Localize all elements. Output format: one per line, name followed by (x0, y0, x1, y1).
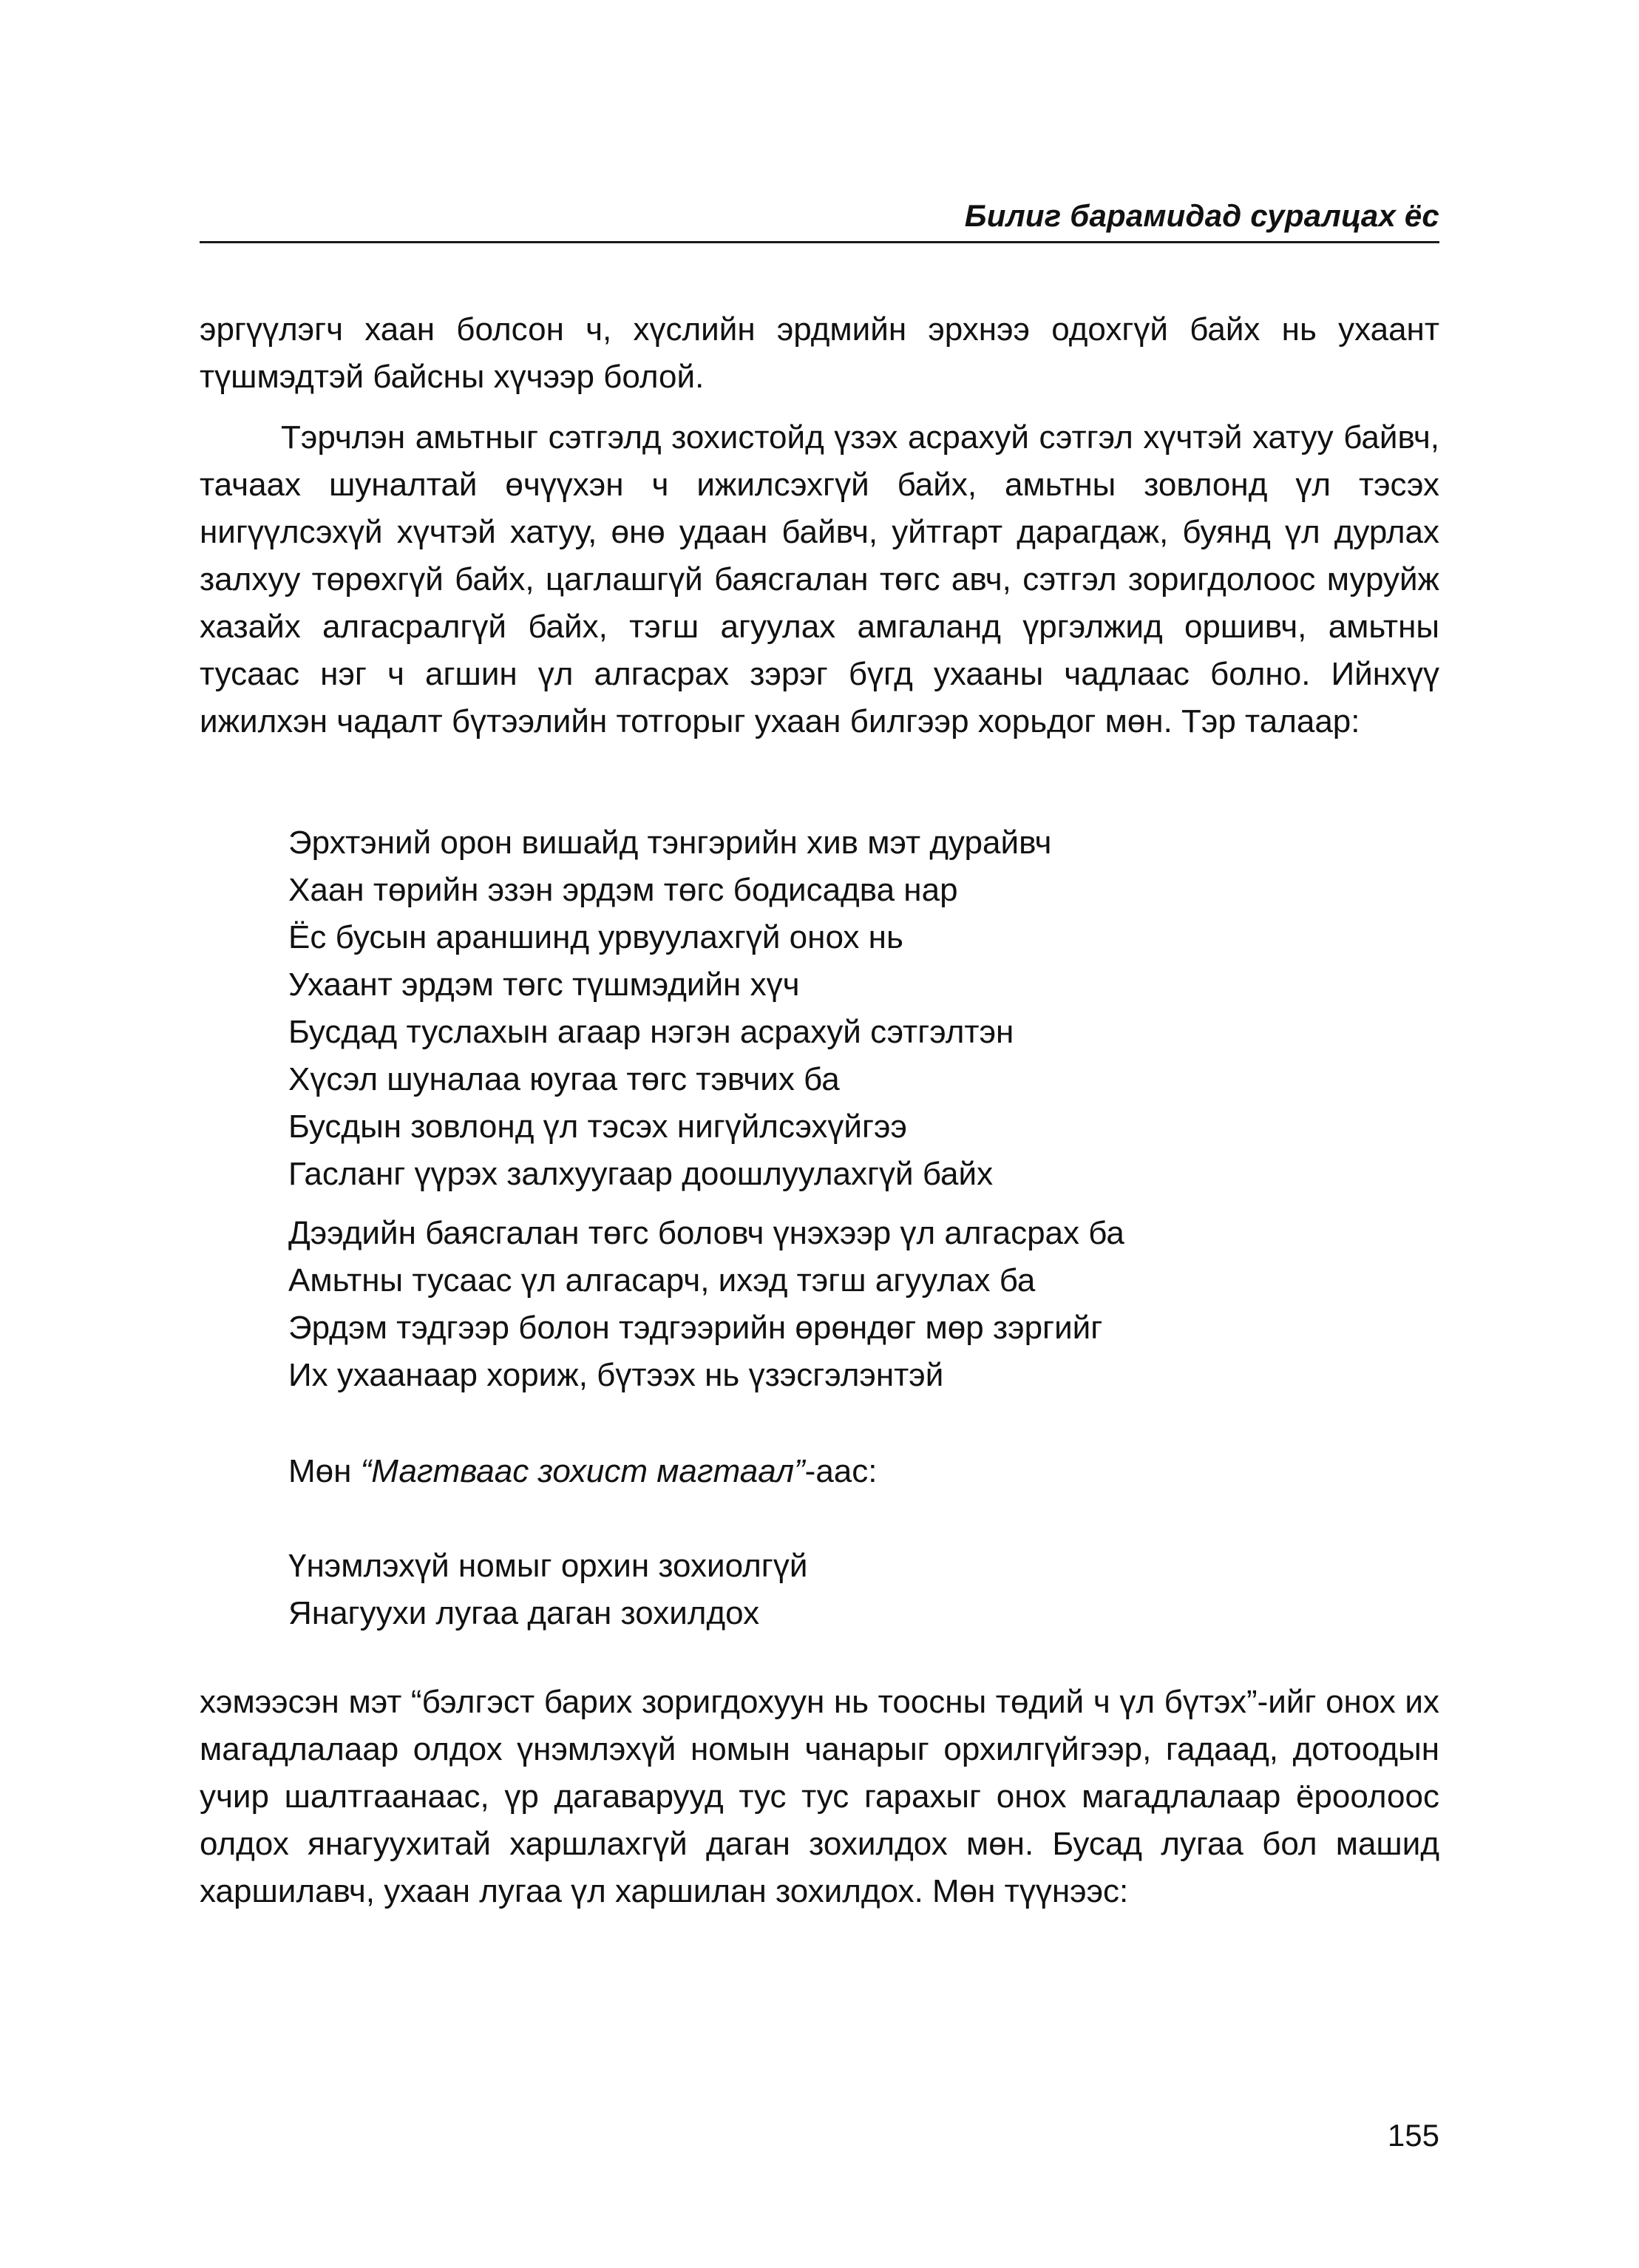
quote-intro (288, 1448, 1397, 1495)
verse-line: Их ухаанаар хориж, бүтээх нь үзэсгэлэнтэй (288, 1357, 944, 1393)
verse-block-1 (288, 819, 1397, 1198)
header-rule (200, 241, 1439, 243)
verse-line: Үнэмлэхүй номыг орхин зохиолгүй (288, 1548, 808, 1584)
paragraph-continuation: эргүүлэгч хаан болсон ч, хүслийн эрдмийн эрхнээ одохгүй байх нь ухаант түшмэдтэй байсны хүчээр болой. (200, 311, 1439, 395)
verse-line: Гасланг үүрэх залхуугаар доошлуулахгүй байх (288, 1156, 994, 1192)
quoted-work-title: “Магтваас зохист магтаал” (360, 1453, 805, 1489)
verse-line: Хүсэл шуналаа юугаа төгс тэвчих ба (288, 1061, 840, 1097)
verse-line: Бусдын зовлонд үл тэсэх нигүйлсэхүйгээ (288, 1108, 907, 1145)
verse-line: Амьтны тусаас үл алгасарч, ихэд тэгш агуулах ба (288, 1262, 1036, 1299)
quote-intro-suffix: -аас: (804, 1453, 878, 1489)
verse-block-2 (288, 1210, 1397, 1399)
paragraph-closing: хэмээсэн мэт “бэлгэст барих зоригдохуун нь тоосны төдий ч үл бүтэх”-ийг онох их магадлалаар олдох үнэмлэхүй номын чанарыг орхилгүйгээр, гадаад, дотоодын учир шалтгаанаас, үр дагаварууд тус тус гарахыг онох магадлалаар ёроолоос олдох янагуухитай харшлахгүй даган зохилдох мөн. Бусад лугаа бол машид харшилавч, ухаан лугаа үл харшилан зохилдох. Мөн түүнээс: (200, 1684, 1439, 1909)
verse-line: Дээдийн баясгалан төгс боловч үнэхээр үл алгасрах ба (288, 1215, 1124, 1251)
verse-line: Эрдэм тэдгээр болон тэдгээрийн өрөндөг мөр зэргийг (288, 1310, 1103, 1346)
verse-line: Янагуухи лугаа даган зохилдох (288, 1595, 760, 1631)
verse-line: Ухаант эрдэм төгс түшмэдийн хүч (288, 967, 800, 1003)
running-header: Билиг барамидад суралцах ёс (964, 198, 1439, 233)
paragraph-main: Тэрчлэн амьтныг сэтгэлд зохистойд үзэх асрахуй сэтгэл хүчтэй хатуу байвч, тачаах шуналтай өчүүхэн ч ижилсэхгүй байх, амьтны зовлонд үл тэсэх нигүүлсэхүй хүчтэй хатуу, өнө удаан байвч, уйтгарт дарагдаж, буянд үл дурлах залхуу төрөхгүй байх, цаглашгүй баясгалан төгс авч, сэтгэл зоригдолоос муруйж хазайх алгасралгүй байх, тэгш агуулах амгаланд үргэлжид оршивч, амьтны тусаас нэг ч агшин үл алгасрах зэрэг бүгд ухааны чадлаас болно. Ийнхүү ижилхэн чадалт бүтээлийн тотгорыг ухаан билгээр хорьдог мөн. Тэр талаар: (200, 419, 1439, 739)
page-number: 155 (1387, 2118, 1439, 2153)
verse-line: Хаан төрийн эзэн эрдэм төгс бодисадва нар (288, 872, 958, 908)
quote-intro-line (288, 1448, 1397, 1495)
verse-line: Ёс бусын араншинд урвуулахгүй онох нь (288, 919, 903, 955)
verse-line: Эрхтэний орон вишайд тэнгэрийн хив мэт дурайвч (288, 825, 1052, 861)
quote-intro-prefix: Мөн (288, 1453, 361, 1489)
verse-block-3 (288, 1543, 1397, 1637)
verse-line: Бусдад туслахын агаар нэгэн асрахуй сэтгэлтэн (288, 1014, 1014, 1050)
